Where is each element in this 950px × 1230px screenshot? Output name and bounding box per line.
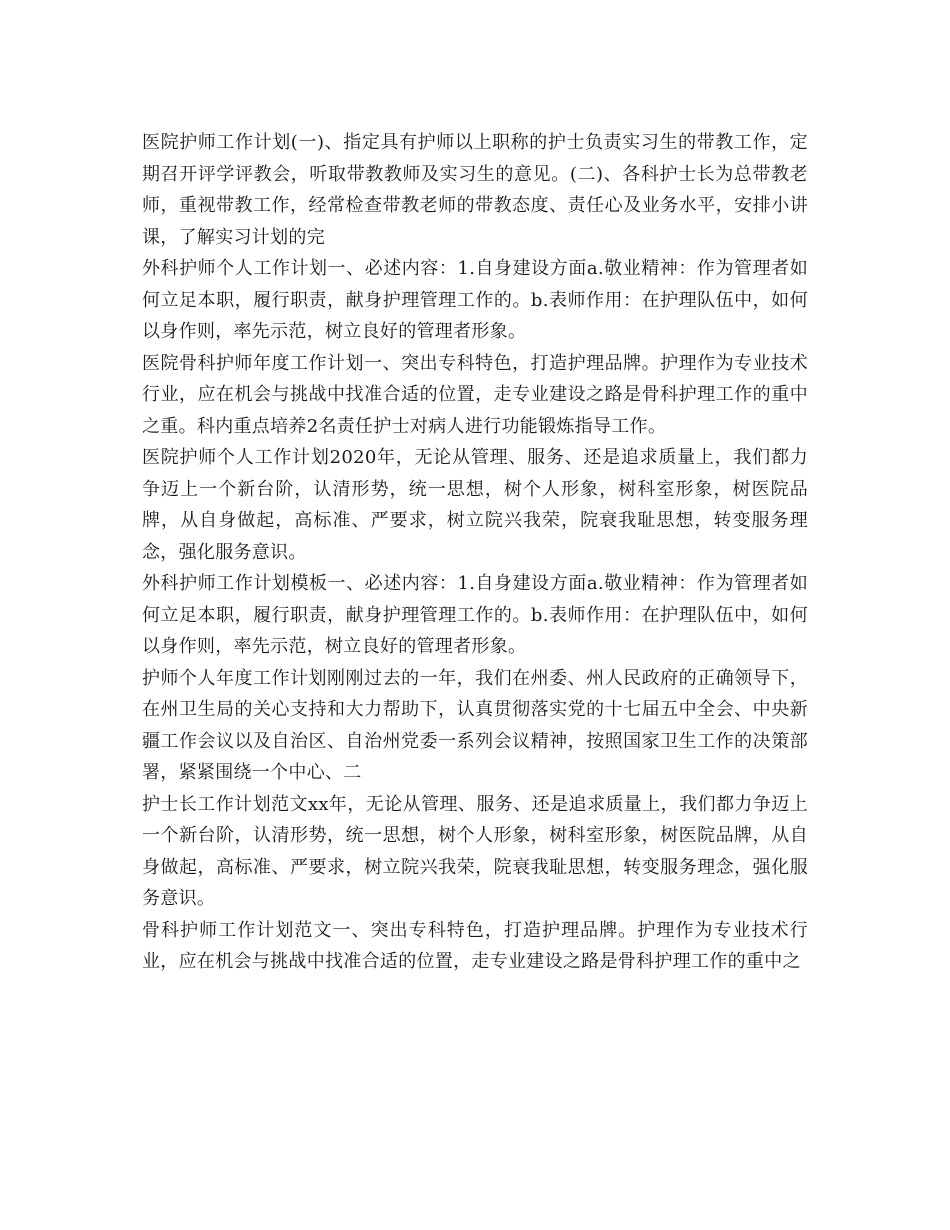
paragraph-orthopedic-plan-sample: 骨科护师工作计划范文一、突出专科特色，打造护理品牌。护理作为专业技术行业，应在机会与挑战中找准合适的位置，走专业建设之路是骨科护理工作的重中之 — [142, 919, 808, 972]
paragraph-orthopedic-annual-plan: 医院骨科护师年度工作计划一、突出专科特色，打造护理品牌。护理作为专业技术行业，应在机会与挑战中找准合适的位置，走专业建设之路是骨科护理工作的重中之重。科内重点培养2名责任护士对病人进行功能锻炼指导工作。 — [142, 352, 808, 437]
paragraph-hospital-nurse-plan: 医院护师工作计划(一)、指定具有护师以上职称的护士负责实习生的带教工作，定期召开评学评教会，听取带教教师及实习生的意见。(二)、各科护士长为总带教老师，重视带教工作，经常检查带教老师的带教态度、责任心及业务水平，安排小讲课，了解实习计划的完 — [142, 132, 808, 248]
paragraph-surgical-nurse-personal-plan: 外科护师个人工作计划一、必述内容：1.自身建设方面a.敬业精神：作为管理者如何立足本职，履行职责，献身护理管理工作的。b.表师作用：在护理队伍中，如何以身作则，率先示范，树立良好的管理者形象。 — [142, 258, 808, 342]
paragraph-hospital-nurse-personal-plan: 医院护师个人工作计划2020年，无论从管理、服务、还是追求质量上，我们都力争迈上一个新台阶，认清形势，统一思想，树个人形象，树科室形象，树医院品牌，从自身做起，高标准、严要求，树立院兴我荣，院衰我耻思想，转变服务理念，强化服务意识。 — [142, 447, 808, 563]
document-body — [142, 127, 808, 978]
paragraph-nurse-annual-plan: 护师个人年度工作计划刚刚过去的一年，我们在州委、州人民政府的正确领导下，在州卫生局的关心支持和大力帮助下，认真贯彻落实党的十七届五中全会、中央新疆工作会议以及自治区、自治州党委一系列会议精神，按照国家卫生工作的决策部署，紧紧围绕一个中心、二 — [142, 667, 808, 783]
paragraph-surgical-nurse-plan-template: 外科护师工作计划模板一、必述内容：1.自身建设方面a.敬业精神：作为管理者如何立足本职，履行职责，献身护理管理工作的。b.表师作用：在护理队伍中，如何以身作则，率先示范，树立良好的管理者形象。 — [142, 573, 808, 657]
paragraph-head-nurse-plan-sample: 护士长工作计划范文xx年，无论从管理、服务、还是追求质量上，我们都力争迈上一个新台阶，认清形势，统一思想，树个人形象，树科室形象，树医院品牌，从自身做起，高标准、严要求，树立院兴我荣，院衰我耻思想，转变服务理念，强化服务意识。 — [142, 793, 808, 909]
